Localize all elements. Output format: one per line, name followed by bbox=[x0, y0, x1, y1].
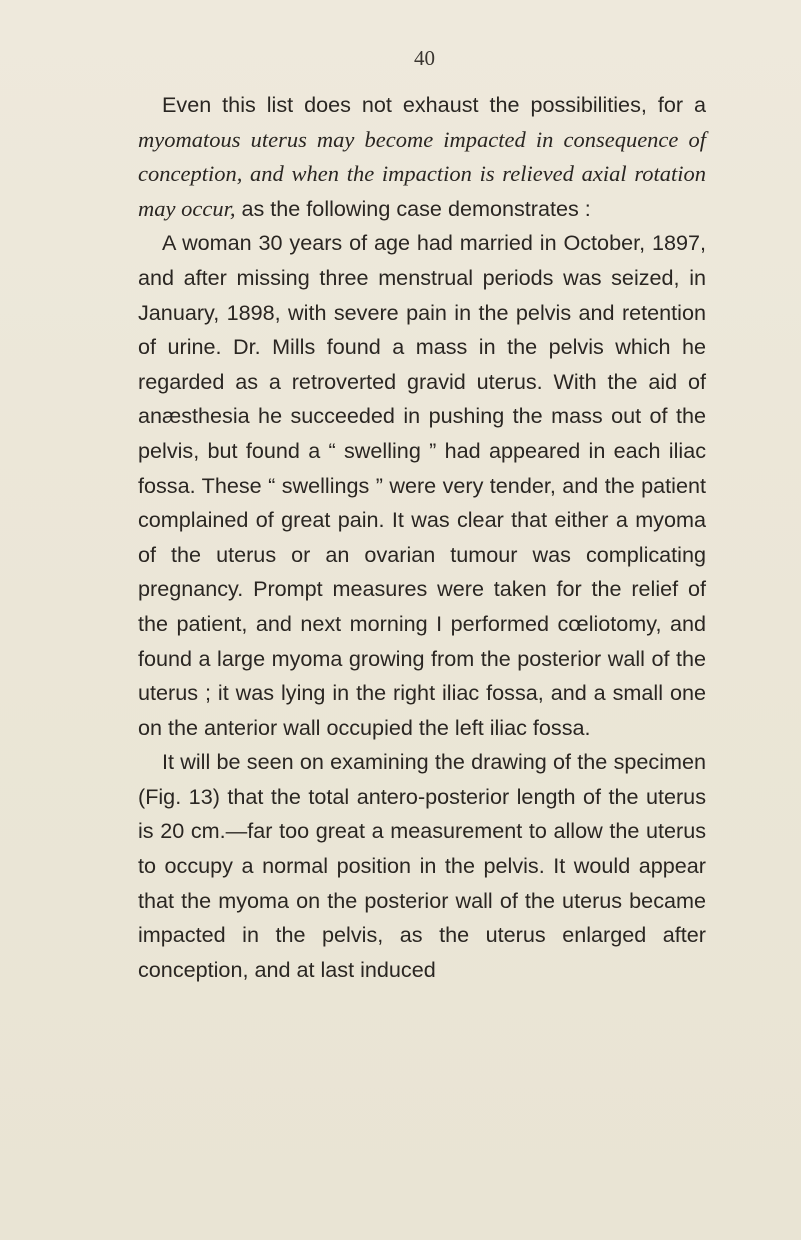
intro-text-start: Even this list does not exhaust the possibilities, for a bbox=[162, 92, 706, 117]
paragraph-specimen: It will be seen on examining the drawing of the specimen (Fig. 13) that the total antero-posterior length of the uterus is 20 cm.—far too great a measurement to allow the uterus to occupy a normal position in the pelvis. It would appear that the myoma on the posterior wall of the uterus became impacted in the pelvis, as the uterus enlarged after conception, and at last induced bbox=[138, 749, 706, 982]
page-number: 40 bbox=[414, 46, 435, 70]
intro-italic-text: myomatous uterus may become impacted in consequence of conception, and when the impaction is relieved axial rotation may occur, bbox=[138, 126, 706, 221]
intro-text-end: as the following case demonstrates : bbox=[235, 195, 591, 221]
paragraph-case: A woman 30 years of age had married in October, 1897, and after missing three menstrual periods was seized, in January, 1898, with severe pain in the pelvis and retention of urine. Dr. Mills found a mass in the pelvis which he regarded as a retroverted gravid uterus. With the aid of anæsthesia he succeeded in pushing the mass out of the pelvis, but found a “ swelling ” had appeared in each iliac fossa. These “ swellings ” were very tender, and the patient complained of great pain. It was clear that either a myoma of the uterus or an ovarian tumour was complicating pregnancy. Prompt measures were taken for the relief of the patient, and next morning I performed cœliotomy, and found a large myoma growing from the posterior wall of the uterus ; it was lying in the right iliac fossa, and a small one on the anterior wall occupied the left iliac fossa. bbox=[138, 230, 706, 740]
body-text bbox=[138, 88, 706, 987]
paragraph-intro bbox=[138, 88, 706, 226]
